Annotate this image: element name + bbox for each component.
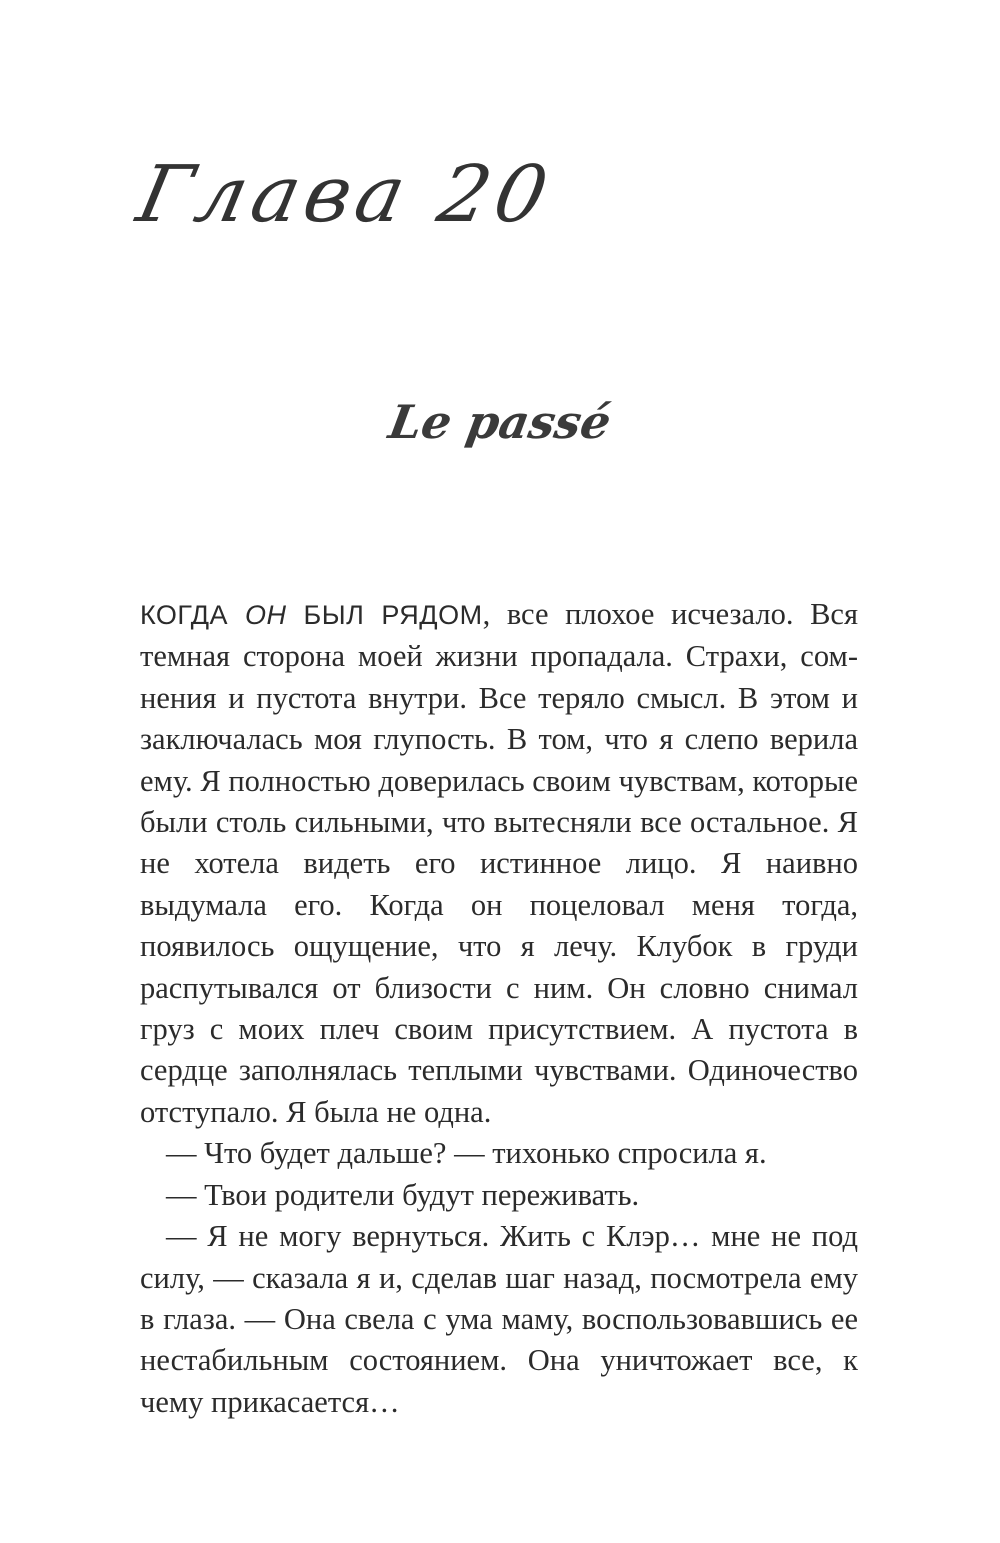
lead-caps-part-1: КОГДА — [140, 600, 246, 630]
paragraph-3: — Твои родители будут переживать. — [166, 1177, 640, 1212]
paragraph-1-text: , все плохое исчезало. Вся темная сторона моей жизни пропадала. Страхи, сомнения и пустота внутри. Все теряло смысл. В этом и заключалась моя глупость. В том, что я слепо верила ему. Я полностью доверилась своим чувствам, которые были столь сильными, что вытесняли все остальное. Я не хотела видеть его истинное лицо. Я наивно выдумала его. Когда он поцеловал меня тогда, появилось ощущение, что я лечу. Клубок в груди распутывался от близости с ним. Он словно снимал груз с моих плеч своим присутствием. А пустота в сердце заполнялась теплыми чувствами. Одиночество отступало. Я была не одна. — [140, 597, 858, 1129]
chapter-title: Глава 20 — [130, 150, 561, 240]
paragraph-1 — [140, 594, 858, 1133]
paragraph-4: — Я не могу вернуться. Жить с Клэр… мне не под силу, — сказала я и, сделав шаг назад, посмотрела ему в глаза. — Она свела с ума маму, воспользовавшись ее нестабильным состоянием. Она уничтожает все, к чему прикасается… — [140, 1219, 858, 1419]
paragraph-2: — Что будет дальше? — тихонько спросила я. — [166, 1136, 767, 1171]
section-subtitle: Le passé — [384, 395, 616, 449]
lead-caps — [140, 600, 483, 630]
lead-caps-italic: ОН — [245, 600, 287, 630]
body-text — [140, 594, 858, 1423]
lead-caps-part-2: БЫЛ РЯДОМ — [286, 600, 483, 630]
